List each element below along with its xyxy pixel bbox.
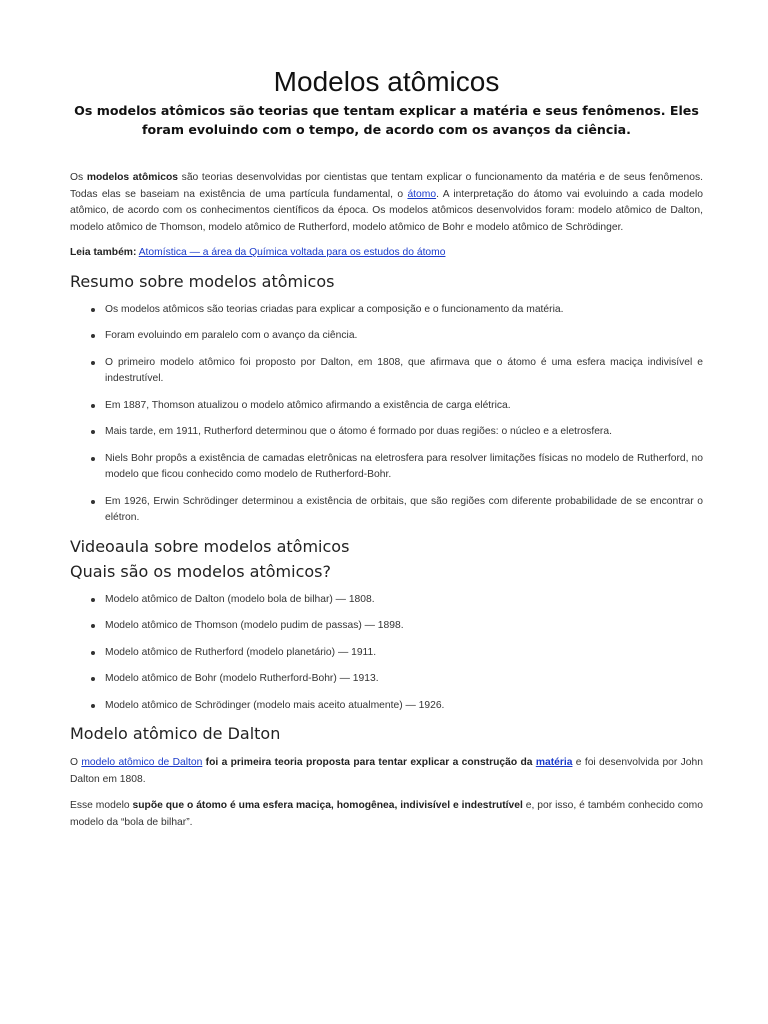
list-item: Modelo atômico de Dalton (modelo bola de bilhar) — 1808. [105, 592, 703, 609]
article [70, 0, 703, 831]
dalton-p2-bold: supõe que o átomo é uma esfera maciça, homogênea, indivisível e indestrutível [132, 800, 523, 811]
dalton-p2-text-1: Esse modelo [70, 800, 133, 811]
list-item: Foram evoluindo em paralelo com o avanço da ciência. [105, 328, 703, 345]
dalton-paragraph-2 [70, 798, 703, 831]
intro-text-2: são teorias desenvolvidas por cientistas que tentam explicar o funcionamento da matéria e de seus fenômenos. Todas elas se baseiam na existência de uma partícula fundamental, o [70, 172, 703, 200]
videoaula-heading: Videoaula sobre modelos atômicos [70, 536, 350, 556]
list-item: Modelo atômico de Bohr (modelo Rutherford-Bohr) — 1913. [105, 671, 703, 688]
read-also-link[interactable]: Atomística — a área da Química voltada para os estudos do átomo [138, 247, 446, 258]
dalton-model-link[interactable]: modelo atômico de Dalton [81, 757, 203, 768]
list-item: Modelo atômico de Thomson (modelo pudim de passas) — 1898. [105, 618, 703, 635]
list-item: Em 1887, Thomson atualizou o modelo atômico afirmando a existência de carga elétrica. [105, 398, 703, 415]
intro-paragraph [70, 170, 703, 236]
list-item: Mais tarde, em 1911, Rutherford determinou que o átomo é formado por duas regiões: o núcleo e a eletrosfera. [105, 424, 703, 441]
list-item: Niels Bohr propôs a existência de camadas eletrônicas na eletrosfera para resolver limitações físicas no modelo de Rutherford, no modelo que ficou conhecido como modelo de Rutherford-Bohr. [105, 451, 703, 484]
models-heading: Quais são os modelos atômicos? [70, 561, 331, 581]
intro-text-1: Os [70, 172, 87, 183]
dalton-heading: Modelo atômico de Dalton [70, 724, 281, 743]
atomo-link[interactable]: átomo [407, 188, 437, 200]
read-also-label: Leia também: [70, 247, 137, 258]
list-item: Em 1926, Erwin Schrödinger determinou a existência de orbitais, que são regiões com diferente probabilidade de se encontrar o elétron. [105, 494, 703, 527]
summary-heading: Resumo sobre modelos atômicos [70, 271, 335, 291]
summary-list [70, 302, 703, 527]
intro-bold-term: modelos atômicos [86, 172, 179, 183]
list-item: Modelo atômico de Schrödinger (modelo mais aceito atualmente) — 1926. [105, 698, 703, 715]
page-title: Modelos atômicos [273, 66, 500, 97]
dalton-p1-text-2: e foi desenvolvida por John Dalton em 1808. [70, 757, 703, 785]
dalton-p2-text-2: e, por isso, é também conhecido como modelo da “bola de bilhar”. [70, 800, 703, 828]
dalton-paragraph-1 [70, 755, 703, 788]
list-item: Os modelos atômicos são teorias criadas para explicar a composição e o funcionamento da matéria. [105, 302, 703, 319]
list-item: Modelo atômico de Rutherford (modelo planetário) — 1911. [105, 645, 703, 662]
dalton-p1-text-1: O [70, 757, 82, 768]
read-also [70, 245, 703, 262]
list-item: O primeiro modelo atômico foi proposto por Dalton, em 1808, que afirmava que o átomo é uma esfera maciça indivisível e indestrutível. [105, 355, 703, 388]
materia-link[interactable]: matéria [535, 757, 573, 768]
page-subtitle: Os modelos atômicos são teorias que tentam explicar a matéria e seus fenômenos. Eles foram evoluindo com o tempo, de acordo com os avanços da ciência. [74, 103, 699, 137]
intro-text-3: . A interpretação do átomo vai evoluindo a cada modelo atômico, de acordo com os conhecimentos científicos da época. Os modelos atômicos desenvolvidos foram: modelo atômico de Dalton, modelo atômico de Thomson, modelo atômico de Rutherford, modelo atômico de Bohr e modelo atômico de Schrödinger. [70, 188, 704, 233]
models-list [70, 592, 703, 715]
dalton-p1-bold: foi a primeira teoria proposta para tentar explicar a construção da [202, 757, 536, 768]
